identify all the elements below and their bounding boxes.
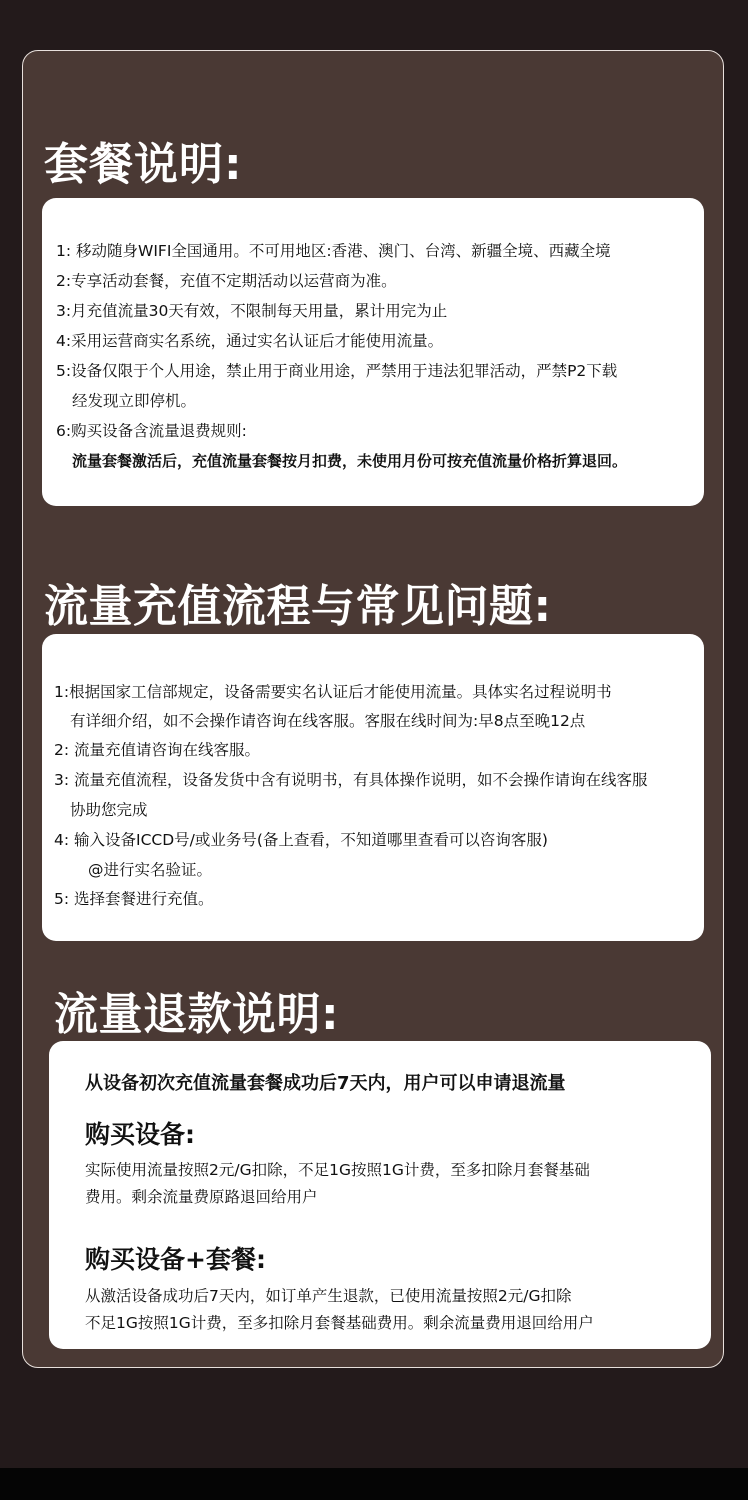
package-rule-5-cont: 经发现立即停机。 [72, 392, 197, 410]
faq-item-1-cont: 有详细介绍，如不会操作请咨询在线客服。客服在线时间为:早8点至晚12点 [70, 712, 586, 730]
refund-intro: 从设备初次充值流量套餐成功后7天内，用户可以申请退流量 [85, 1073, 566, 1094]
buy-device-package-rule-line-1: 从激活设备成功后7天内，如订单产生退款，已使用流量按照2元/G扣除 [85, 1287, 572, 1305]
refund-description-card [49, 1041, 711, 1349]
package-rule-2: 2:专享活动套餐，充值不定期活动以运营商为准。 [56, 272, 397, 290]
recharge-faq-title: 流量充值流程与常见问题: [44, 581, 552, 632]
buy-device-rule-line-1: 实际使用流量按照2元/G扣除，不足1G按照1G计费，至多扣除月套餐基础 [85, 1161, 590, 1179]
package-rule-5: 5:设备仅限于个人用途，禁止用于商业用途，严禁用于违法犯罪活动，严禁P2下载 [56, 362, 618, 380]
faq-item-4: 4: 输入设备ICCD号/或业务号(备上查看，不知道哪里查看可以咨询客服) [54, 831, 548, 849]
faq-item-5: 5: 选择套餐进行充值。 [54, 890, 214, 908]
faq-item-2: 2: 流量充值请咨询在线客服。 [54, 741, 261, 759]
package-refund-rule: 流量套餐激活后，充值流量套餐按月扣费，未使用月份可按充值流量价格折算退回。 [72, 452, 628, 470]
buy-device-rule-line-2: 费用。剩余流量费原路退回给用户 [85, 1188, 318, 1206]
refund-description-title: 流量退款说明: [54, 989, 340, 1040]
faq-item-3-cont: 协助您完成 [70, 801, 148, 819]
faq-item-4-cont: @进行实名验证。 [88, 861, 213, 879]
recharge-faq-card [42, 634, 704, 941]
package-rule-4: 4:采用运营商实名系统，通过实名认证后才能使用流量。 [56, 332, 444, 350]
package-rule-6: 6:购买设备含流量退费规则: [56, 422, 247, 440]
faq-item-1: 1:根据国家工信部规定，设备需要实名认证后才能使用流量。具体实名过程说明书 [54, 683, 612, 701]
bottom-band [0, 1468, 748, 1500]
buy-device-subtitle: 购买设备: [85, 1120, 195, 1149]
package-description-card [42, 198, 704, 506]
buy-device-package-rule-line-2: 不足1G按照1G计费，至多扣除月套餐基础费用。剩余流量费用退回给用户 [85, 1314, 594, 1332]
package-rule-1: 1: 移动随身WIFI全国通用。不可用地区:香港、澳门、台湾、新疆全境、西藏全境 [56, 242, 611, 260]
buy-device-package-subtitle: 购买设备+套餐: [85, 1245, 266, 1274]
package-description-title: 套餐说明: [44, 139, 243, 190]
package-rule-3: 3:月充值流量30天有效，不限制每天用量，累计用完为止 [56, 302, 448, 320]
faq-item-3: 3: 流量充值流程，设备发货中含有说明书，有具体操作说明，如不会操作请询在线客服 [54, 771, 648, 789]
